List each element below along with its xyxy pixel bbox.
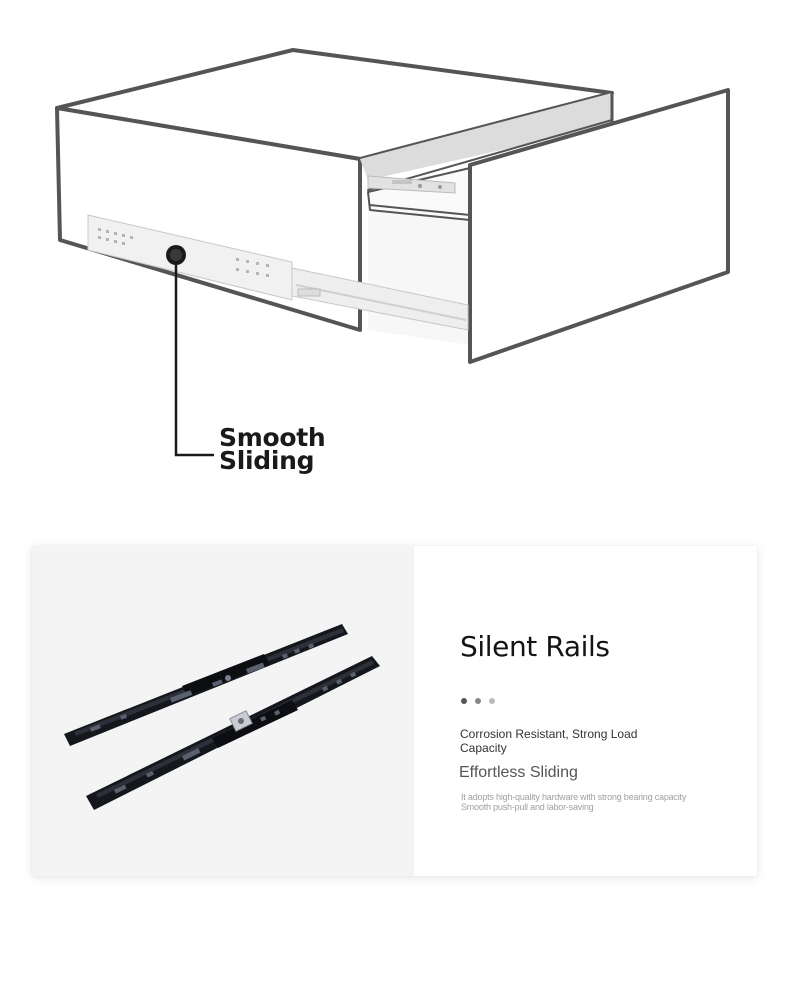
drawer-slide-rails-image <box>32 546 414 876</box>
product-features: Corrosion Resistant, Strong Load Capacity <box>460 727 638 755</box>
product-card <box>32 546 757 876</box>
product-image-panel <box>32 546 414 876</box>
product-subtitle: Effortless Sliding <box>459 764 578 781</box>
callout-line-1: Smooth <box>219 423 326 452</box>
pagination-dot <box>475 698 481 704</box>
description-line-1: It adopts high-quality hardware with strong bearing capacity <box>461 792 687 802</box>
pagination-dot <box>461 698 467 704</box>
product-description <box>461 792 731 812</box>
pagination-dots <box>461 698 495 704</box>
callout-label <box>219 423 326 475</box>
product-info-panel <box>414 546 757 876</box>
product-title: Silent Rails <box>460 630 610 663</box>
description-line-2: Smooth push-pull and labor-saving <box>461 802 594 812</box>
pagination-dot <box>489 698 495 704</box>
callout-line-2: Sliding <box>219 446 315 475</box>
